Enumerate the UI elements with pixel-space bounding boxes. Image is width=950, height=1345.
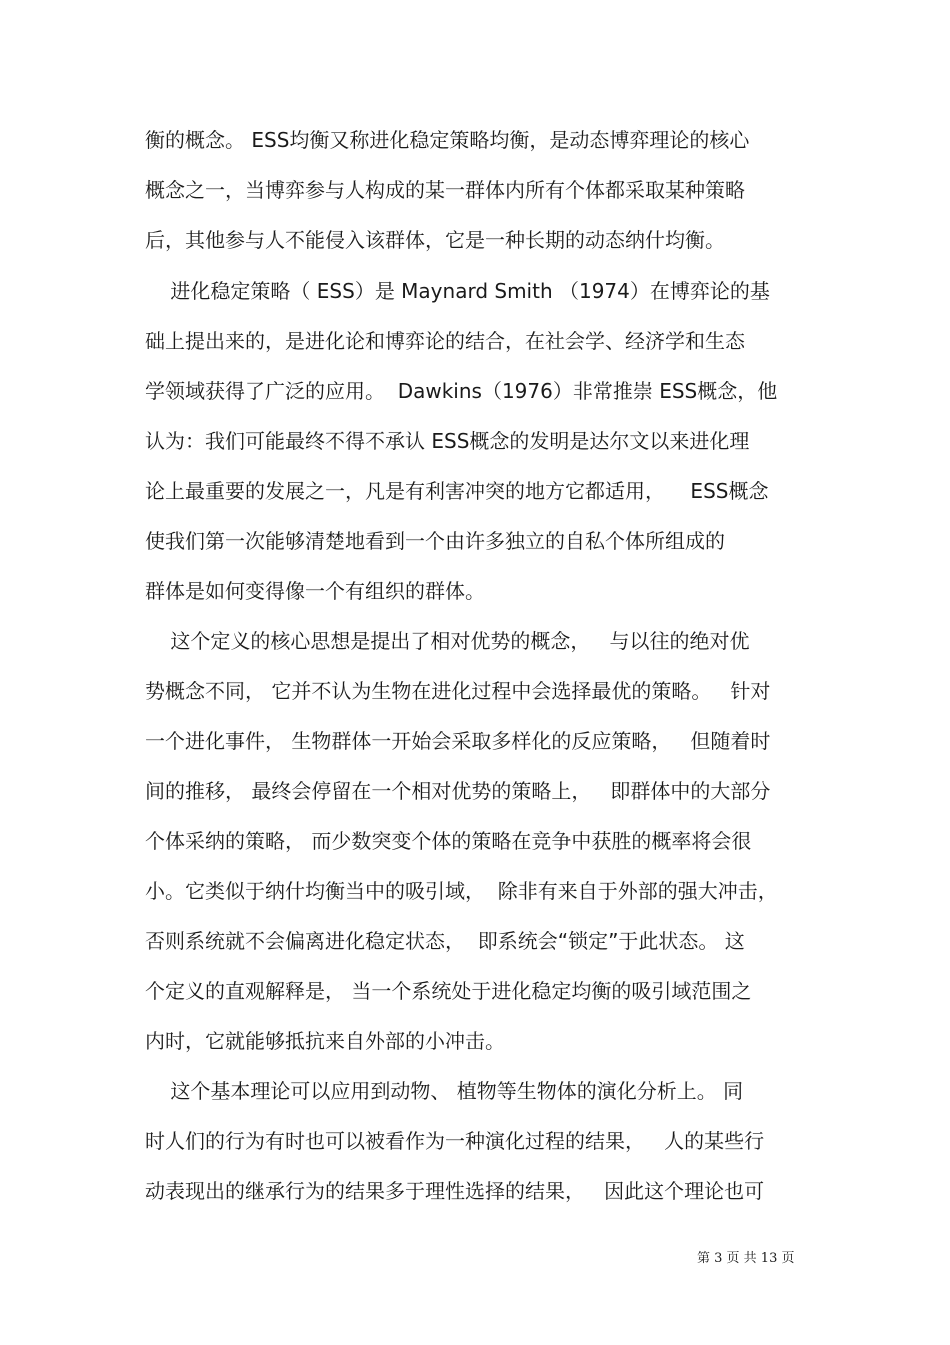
text-line: 个定义的直观解释是， 当一个系统处于进化稳定均衡的吸引域范围之 (145, 979, 752, 1003)
text-line: 论上最重要的发展之一，凡是有利害冲突的地方它都适用， ESS概念 (145, 479, 769, 503)
text-line: 一个进化事件， 生物群体一开始会采取多样化的反应策略， 但随着时 (145, 729, 771, 753)
text-line: 使我们第一次能够清楚地看到一个由许多独立的自私个体所组成的 (145, 529, 725, 553)
text-line: 进化稳定策略（ ESS）是 Maynard Smith （1974）在博弈论的基 (145, 279, 770, 303)
text-line: 小。它类似于纳什均衡当中的吸引域， 除非有来自于外部的强大冲击， (145, 879, 778, 903)
text-line: 时人们的行为有时也可以被看作为一种演化过程的结果， 人的某些行 (145, 1129, 765, 1153)
page-number-footer: 第 3 页 共 13 页 (697, 1251, 795, 1266)
text-line: 间的推移， 最终会停留在一个相对优势的策略上， 即群体中的大部分 (145, 779, 771, 803)
text-line: 这个定义的核心思想是提出了相对优势的概念， 与以往的绝对优 (145, 629, 750, 653)
text-line: 群体是如何变得像一个有组织的群体。 (145, 579, 485, 603)
text-line: 否则系统就不会偏离进化稳定状态， 即系统会“锁定”于此状态。 这 (145, 929, 745, 953)
text-line: 概念之一，当博弈参与人构成的某一群体内所有个体都采取某种策略 (145, 178, 745, 202)
text-line: 衡的概念。 ESS均衡又称进化稳定策略均衡，是动态博弈理论的核心 (145, 128, 750, 152)
text-line: 个体采纳的策略， 而少数突变个体的策略在竞争中获胜的概率将会很 (145, 829, 752, 853)
text-line: 内时，它就能够抵抗来自外部的小冲击。 (145, 1029, 505, 1053)
text-line: 础上提出来的，是进化论和博弈论的结合，在社会学、经济学和生态 (145, 329, 745, 353)
text-line: 认为：我们可能最终不得不承认 ESS概念的发明是达尔文以来进化理 (145, 429, 750, 453)
text-line: 这个基本理论可以应用到动物、 植物等生物体的演化分析上。 同 (145, 1079, 744, 1103)
text-line: 学领域获得了广泛的应用。 Dawkins（1976）非常推崇 ESS概念，他 (145, 379, 778, 403)
text-line: 后，其他参与人不能侵入该群体，它是一种长期的动态纳什均衡。 (145, 228, 725, 252)
text-line: 动表现出的继承行为的结果多于理性选择的结果， 因此这个理论也可 (145, 1179, 765, 1203)
text-line: 势概念不同， 它并不认为生物在进化过程中会选择最优的策略。 针对 (145, 679, 771, 703)
